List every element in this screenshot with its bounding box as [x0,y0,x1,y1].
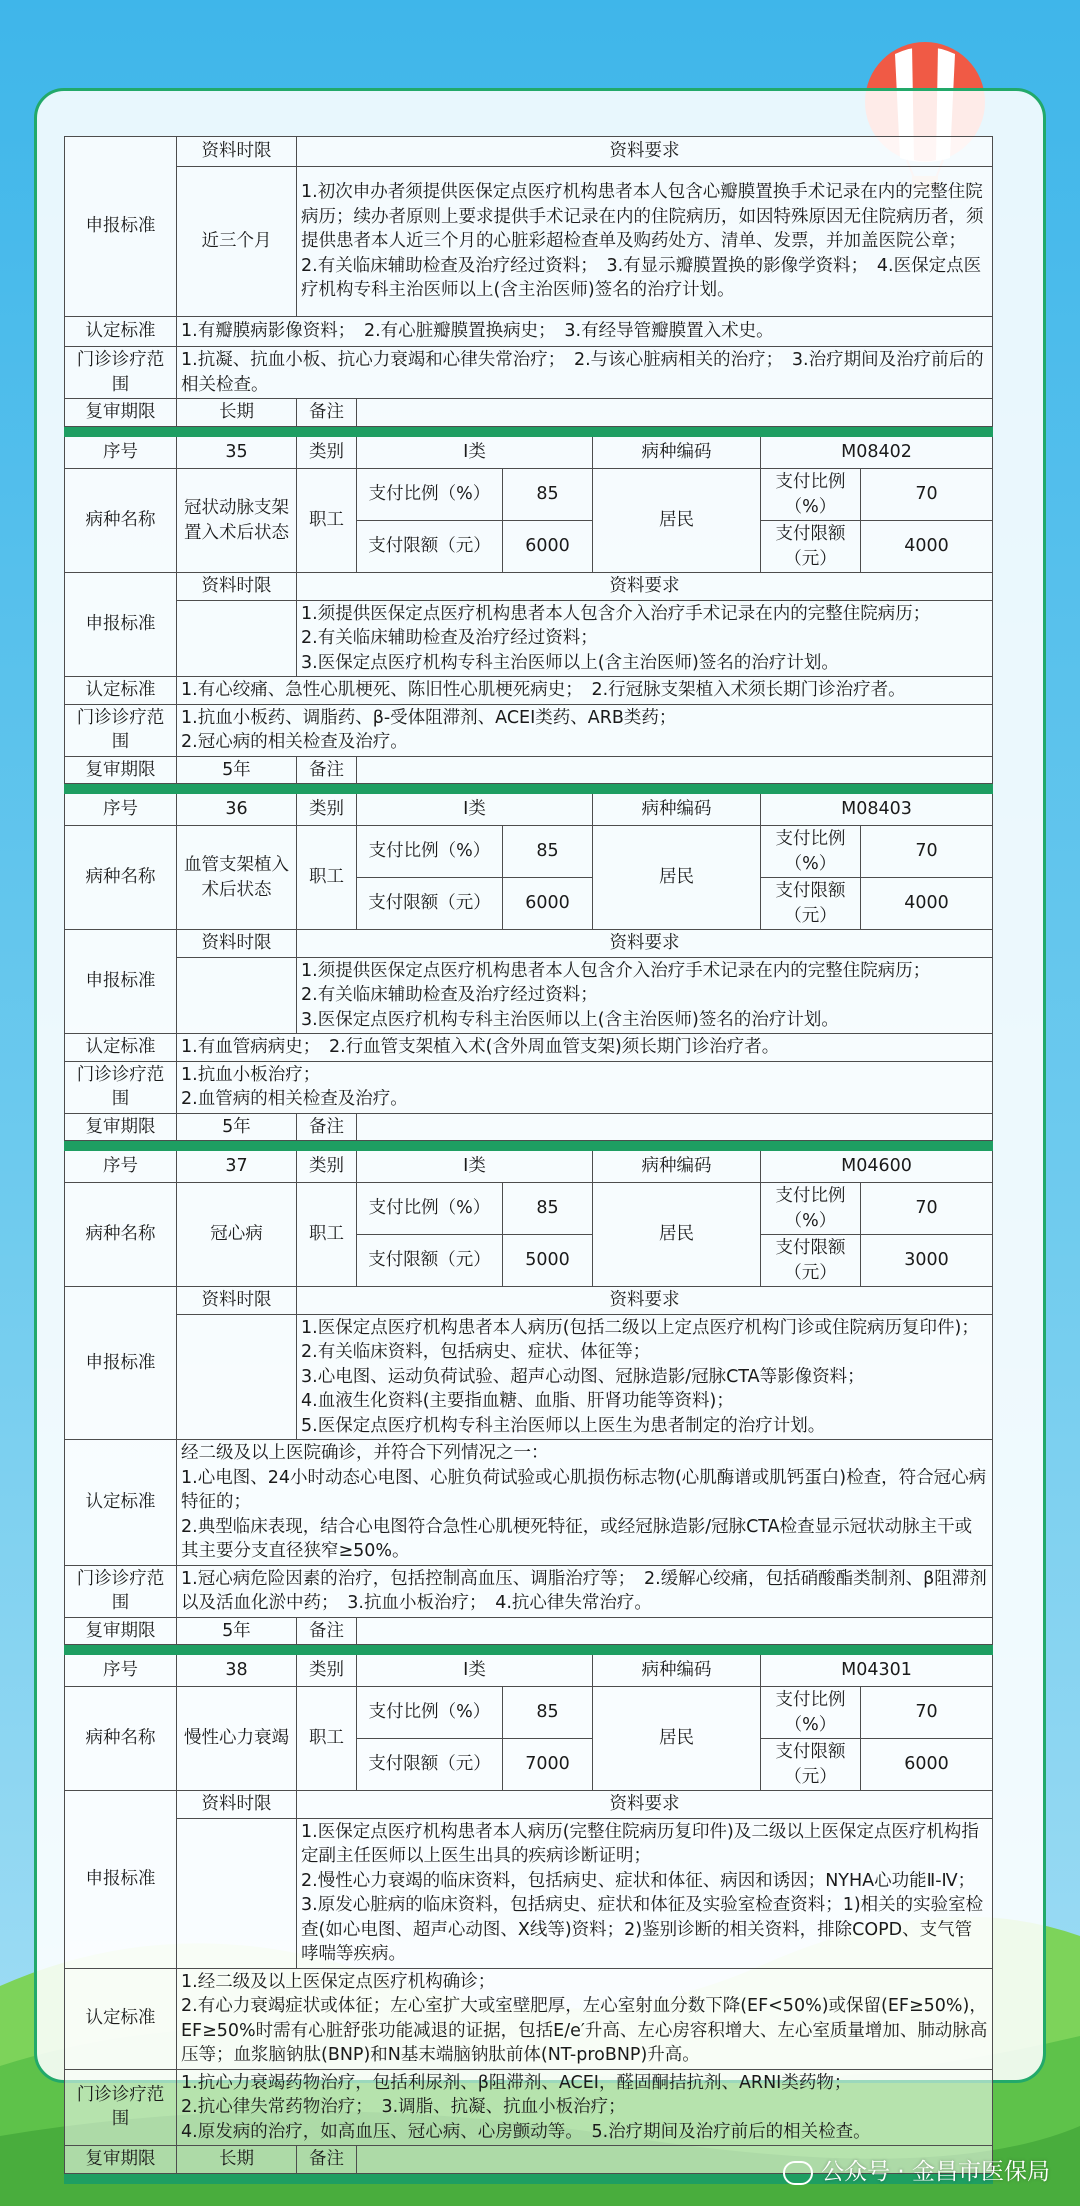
resident-ratio-label: 支付比例（%） [761,1183,861,1235]
employee-label: 职工 [297,1183,357,1287]
review-label: 复审期限 [65,756,177,784]
time-limit-value: 近三个月 [177,167,297,317]
serial-value: 38 [177,1655,297,1687]
resident-ratio-label: 支付比例（%） [761,469,861,521]
disease-header-row [65,794,993,826]
time-limit-value [177,600,297,677]
resident-limit-value: 3000 [861,1235,993,1287]
remarks-label: 备注 [297,756,357,784]
category-value: Ⅰ类 [357,794,593,826]
disease-name-label: 病种名称 [65,1687,177,1791]
disease-code-label: 病种编码 [593,1655,761,1687]
treatment-text: 1.抗心力衰竭药物治疗，包括利尿剂、β阻滞剂、ACEI，醛固酮拮抗剂、ARNI类药物； 2.抗心律失常药物治疗； 3.调脂、抗凝、抗血小板治疗； 4.原发病的治疗，如高血压、冠心病、心房颤动等。 5.治疗期间及治疗前后的相关检查。 [177,2069,993,2146]
category-label: 类别 [297,1151,357,1183]
review-label: 复审期限 [65,1113,177,1141]
disease-code-label: 病种编码 [593,794,761,826]
wechat-icon [783,2161,813,2185]
employee-limit-label: 支付限额（元） [357,521,503,573]
serial-value: 36 [177,794,297,826]
disease-name-label: 病种名称 [65,469,177,573]
disease-code-value: M08403 [761,794,993,826]
employee-limit-label: 支付限额（元） [357,878,503,930]
employee-label: 职工 [297,469,357,573]
resident-limit-label: 支付限额（元） [761,878,861,930]
disease-code-value: M04600 [761,1151,993,1183]
disease-name-value: 冠心病 [177,1183,297,1287]
remarks-label: 备注 [297,1113,357,1141]
resident-ratio-value: 70 [861,826,993,878]
disease-code-label: 病种编码 [593,437,761,469]
time-limit-value [177,1314,297,1440]
review-label: 复审期限 [65,1617,177,1645]
treatment-text: 1.抗血小板治疗； 2.血管病的相关检查及治疗。 [177,1061,993,1113]
recognize-label: 认定标准 [65,317,177,347]
employee-ratio-label: 支付比例（%） [357,469,503,521]
treatment-text: 1.抗凝、抗血小板、抗心力衰竭和心律失常治疗； 2.与该心脏病相关的治疗； 3.治疗期间及治疗前后的相关检查。 [177,347,993,399]
resident-ratio-value: 70 [861,469,993,521]
requirements-header: 资料要求 [297,137,993,167]
employee-ratio-label: 支付比例（%） [357,826,503,878]
category-value: Ⅰ类 [357,1151,593,1183]
category-value: Ⅰ类 [357,1655,593,1687]
apply-standard-label: 申报标准 [65,930,177,1034]
time-limit-value [177,957,297,1034]
review-value: 5年 [177,1113,297,1141]
requirements-text: 1.初次申办者须提供医保定点医疗机构患者本人包含心瓣膜置换手术记录在内的完整住院病历；续办者原则上要求提供手术记录在内的住院病历，如因特殊原因无住院病历者，须提供患者本人近三个月的心脏彩超检查单及购药处方、清单、发票，并加盖医院公章； 2.有关临床辅助检查及治疗经过资料； 3.有显示瓣膜置换的影像学资料； 4.医保定点医疗机构专科主治医师以上(含主治医师)签名的治疗计划。 [297,167,993,317]
recognize-text: 经二级及以上医院确诊，并符合下列情况之一： 1.心电图、24小时动态心电图、心脏负荷试验或心肌损伤标志物(心肌酶谱或肌钙蛋白)检查，符合冠心病特征的； 2.典型临床表现，结合心电图符合急性心肌梗死特征，或经冠脉造影/冠脉CTA检查显示冠状动脉主干或其主要分支直径狭窄≥50%。 [177,1440,993,1566]
remarks-value [357,1617,993,1645]
resident-limit-value: 6000 [861,1739,993,1791]
resident-label: 居民 [593,1687,761,1791]
requirements-text: 1.医保定点医疗机构患者本人病历(完整住院病历复印件)及二级以上医保定点医疗机构指定副主任医师以上医生出具的疾病诊断证明； 2.慢性心力衰竭的临床资料，包括病史、症状和体征、病因和诱因；NYHA心功能Ⅱ-Ⅳ； 3.原发心脏病的临床资料，包括病史、症状和体征及实验室检查资料；1)相关的实验室检查(如心电图、超声心动图、X线等)资料；2)鉴别诊断的相关资料，排除COPD、支气管哮喘等疾病。 [297,1818,993,1968]
treatment-label: 门诊诊疗范围 [65,704,177,756]
remarks-value [357,1113,993,1141]
remarks-value [357,756,993,784]
disease-header-row [65,437,993,469]
requirements-text: 1.须提供医保定点医疗机构患者本人包含介入治疗手术记录在内的完整住院病历； 2.有关临床辅助检查及治疗经过资料； 3.医保定点医疗机构专科主治医师以上(含主治医师)签名的治疗计划。 [297,600,993,677]
time-limit-header: 资料时限 [177,1287,297,1315]
watermark [783,2153,1050,2186]
section-divider [65,784,993,794]
employee-limit-label: 支付限额（元） [357,1235,503,1287]
employee-limit-value: 5000 [503,1235,593,1287]
serial-value: 37 [177,1151,297,1183]
serial-label: 序号 [65,794,177,826]
resident-label: 居民 [593,469,761,573]
disease-code-label: 病种编码 [593,1151,761,1183]
watermark-text: 公众号 · 金昌市医保局 [821,2159,1050,2185]
resident-limit-value: 4000 [861,521,993,573]
disease-code-value: M08402 [761,437,993,469]
employee-ratio-value: 85 [503,1687,593,1739]
resident-ratio-label: 支付比例（%） [761,1687,861,1739]
review-value: 长期 [177,2146,297,2174]
disease-name-value: 血管支架植入术后状态 [177,826,297,930]
recognize-text: 1.经二级及以上医保定点医疗机构确诊； 2.有心力衰竭症状或体征；左心室扩大或室壁肥厚，左心室射血分数下降(EF<50%)或保留(EF≥50%)，EF≥50%时需有心脏舒张功能减退的证据，包括E/e′升高、左心房容积增大、左心室质量增加、肺动脉高压等；血浆脑钠肽(BNP)和N基末端脑钠肽前体(NT-proBNP)升高。 [177,1968,993,2069]
remarks-label: 备注 [297,1617,357,1645]
resident-label: 居民 [593,1183,761,1287]
employee-limit-value: 7000 [503,1739,593,1791]
time-limit-header: 资料时限 [177,1791,297,1819]
employee-label: 职工 [297,826,357,930]
resident-ratio-value: 70 [861,1687,993,1739]
category-label: 类别 [297,794,357,826]
review-value: 长期 [177,399,297,427]
employee-limit-value: 6000 [503,878,593,930]
requirements-text: 1.须提供医保定点医疗机构患者本人包含介入治疗手术记录在内的完整住院病历； 2.有关临床辅助检查及治疗经过资料； 3.医保定点医疗机构专科主治医师以上(含主治医师)签名的治疗计划。 [297,957,993,1034]
employee-ratio-value: 85 [503,826,593,878]
recognize-text: 1.有心绞痛、急性心肌梗死、陈旧性心肌梗死病史； 2.行冠脉支架植入术须长期门诊治疗者。 [177,677,993,705]
recognize-text: 1.有瓣膜病影像资料； 2.有心脏瓣膜置换病史； 3.有经导管瓣膜置入术史。 [177,317,993,347]
treatment-label: 门诊诊疗范围 [65,1565,177,1617]
review-value: 5年 [177,1617,297,1645]
disease-code-value: M04301 [761,1655,993,1687]
disease-name-value: 冠状动脉支架置入术后状态 [177,469,297,573]
category-value: Ⅰ类 [357,437,593,469]
section-divider [65,1141,993,1151]
remarks-value [357,399,993,427]
category-label: 类别 [297,437,357,469]
requirements-header: 资料要求 [297,1287,993,1315]
time-limit-header: 资料时限 [177,573,297,601]
employee-ratio-label: 支付比例（%） [357,1687,503,1739]
resident-label: 居民 [593,826,761,930]
recognize-label: 认定标准 [65,1968,177,2069]
recognize-text: 1.有血管病病史； 2.行血管支架植入术(含外周血管支架)须长期门诊治疗者。 [177,1034,993,1062]
review-value: 5年 [177,756,297,784]
disease-header-row [65,1151,993,1183]
disease-header-row [65,1655,993,1687]
employee-limit-value: 6000 [503,521,593,573]
apply-standard-label: 申报标准 [65,137,177,317]
resident-limit-label: 支付限额（元） [761,1235,861,1287]
employee-ratio-value: 85 [503,469,593,521]
requirements-header: 资料要求 [297,573,993,601]
recognize-label: 认定标准 [65,1034,177,1062]
recognize-label: 认定标准 [65,1440,177,1566]
disease-name-label: 病种名称 [65,1183,177,1287]
resident-ratio-label: 支付比例（%） [761,826,861,878]
treatment-label: 门诊诊疗范围 [65,2069,177,2146]
treatment-label: 门诊诊疗范围 [65,1061,177,1113]
serial-label: 序号 [65,1655,177,1687]
employee-limit-label: 支付限额（元） [357,1739,503,1791]
treatment-text: 1.抗血小板药、调脂药、β-受体阻滞剂、ACEI类药、ARB类药； 2.冠心病的相关检查及治疗。 [177,704,993,756]
resident-ratio-value: 70 [861,1183,993,1235]
apply-standard-label: 申报标准 [65,573,177,677]
special-disease-table [64,136,993,2184]
disease-name-value: 慢性心力衰竭 [177,1687,297,1791]
apply-standard-label: 申报标准 [65,1791,177,1969]
recognize-label: 认定标准 [65,677,177,705]
resident-limit-label: 支付限额（元） [761,521,861,573]
treatment-label: 门诊诊疗范围 [65,347,177,399]
employee-ratio-label: 支付比例（%） [357,1183,503,1235]
category-label: 类别 [297,1655,357,1687]
time-limit-header: 资料时限 [177,137,297,167]
serial-label: 序号 [65,1151,177,1183]
remarks-label: 备注 [297,399,357,427]
serial-value: 35 [177,437,297,469]
requirements-header: 资料要求 [297,930,993,958]
review-label: 复审期限 [65,2146,177,2174]
remarks-label: 备注 [297,2146,357,2174]
time-limit-value [177,1818,297,1968]
review-label: 复审期限 [65,399,177,427]
apply-standard-label: 申报标准 [65,1287,177,1440]
requirements-text: 1.医保定点医疗机构患者本人病历(包括二级以上定点医疗机构门诊或住院病历复印件)； 2.有关临床资料，包括病史、症状、体征等； 3.心电图、运动负荷试验、超声心动图、冠脉造影/冠脉CTA等影像资料； 4.血液生化资料(主要指血糖、血脂、肝肾功能等资料)； 5.医保定点医疗机构专科主治医师以上医生为患者制定的治疗计划。 [297,1314,993,1440]
time-limit-header: 资料时限 [177,930,297,958]
resident-limit-value: 4000 [861,878,993,930]
section-divider [65,427,993,437]
disease-name-label: 病种名称 [65,826,177,930]
resident-limit-label: 支付限额（元） [761,1739,861,1791]
section-divider [65,1645,993,1655]
requirements-header: 资料要求 [297,1791,993,1819]
serial-label: 序号 [65,437,177,469]
treatment-text: 1.冠心病危险因素的治疗，包括控制高血压、调脂治疗等； 2.缓解心绞痛，包括硝酸酯类制剂、β阻滞剂以及活血化淤中药； 3.抗血小板治疗； 4.抗心律失常治疗。 [177,1565,993,1617]
employee-ratio-value: 85 [503,1183,593,1235]
employee-label: 职工 [297,1687,357,1791]
